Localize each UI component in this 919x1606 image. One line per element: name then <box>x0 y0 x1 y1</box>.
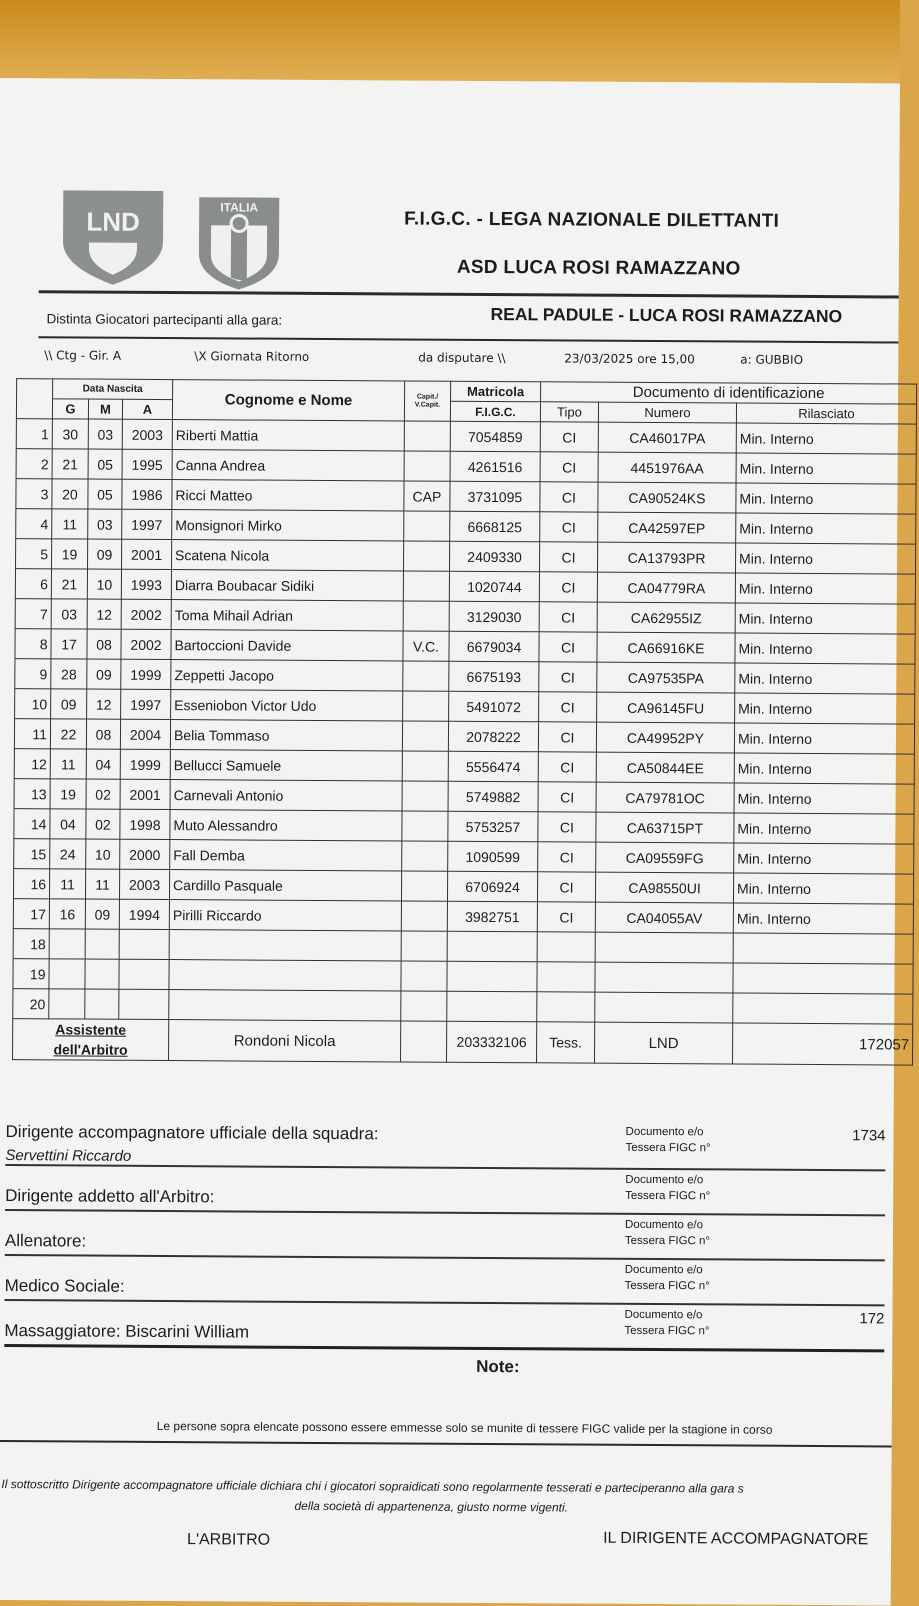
birth-year: 1995 <box>122 449 172 479</box>
captain-mark <box>402 721 448 751</box>
officials-section <box>4 1118 885 1352</box>
document-type: CI <box>539 542 597 572</box>
declaration <box>1 1474 901 1519</box>
assistant-label-line1: Assistente <box>55 1021 127 1038</box>
player-name: Ricci Matteo <box>172 480 404 511</box>
note-label: Note: <box>476 1356 520 1377</box>
document-number: CA97535PA <box>597 662 735 693</box>
birth-year: 1997 <box>121 689 171 719</box>
document-number: CA49952PY <box>596 722 734 753</box>
player-name: Carnevali Antonio <box>170 780 402 811</box>
official-row <box>5 1211 885 1261</box>
birth-day: 20 <box>52 479 88 509</box>
official-label: Dirigente addetto all'Arbitro: <box>5 1186 215 1207</box>
row-number: 19 <box>13 959 49 989</box>
player-name <box>169 930 401 961</box>
official-doc: Documento e/o Tessera FIGC n° <box>625 1173 711 1203</box>
birth-day: 16 <box>49 899 85 929</box>
match-status: da disputare \\ <box>418 350 506 366</box>
club-title: ASD LUCA ROSI RAMAZZANO <box>456 256 741 280</box>
player-name: Zeppetti Jacopo <box>171 660 403 691</box>
document-issuer <box>733 933 913 964</box>
declaration-line1: Il sottoscritto Dirigente accompagnatore ufficiale dichiara chi i giocatori sopraidicati sono regolarmente tesserati e parteciperanno alla gara s <box>1 1477 744 1496</box>
row-number: 2 <box>16 449 52 479</box>
document-number: CA13793PR <box>597 542 735 573</box>
document-issuer <box>733 963 913 994</box>
birth-day: 22 <box>50 719 86 749</box>
player-name: Muto Alessandro <box>170 810 402 841</box>
birth-month: 12 <box>87 599 121 629</box>
player-matricola <box>447 961 537 992</box>
player-matricola: 3982751 <box>447 901 537 932</box>
row-number: 4 <box>16 509 52 539</box>
document-number: 4451976AA <box>598 452 736 483</box>
birth-year: 1999 <box>121 659 171 689</box>
assistant-cap <box>400 1021 446 1062</box>
document-number: CA79781OC <box>596 782 734 813</box>
row-number: 20 <box>13 989 49 1019</box>
birth-year: 2002 <box>121 629 171 659</box>
birth-year: 1994 <box>119 899 169 929</box>
player-name: Fall Demba <box>170 840 402 871</box>
birth-year: 1999 <box>120 749 170 779</box>
player-matricola: 3731095 <box>450 481 540 512</box>
captain-mark <box>403 541 449 571</box>
birth-year <box>119 989 169 1019</box>
header-document: Documento di identificazione <box>541 382 917 404</box>
birth-month: 02 <box>86 779 120 809</box>
players-table <box>12 378 917 1065</box>
document-type: CI <box>540 512 598 542</box>
birth-month: 11 <box>85 869 119 899</box>
assistant-label-line2: dell'Arbitro <box>53 1041 128 1058</box>
header-name: Cognome e Nome <box>172 380 404 421</box>
birth-year <box>119 959 169 989</box>
document-type: CI <box>539 632 597 662</box>
birth-year <box>119 929 169 959</box>
player-matricola: 6679034 <box>449 631 539 662</box>
document-issuer: Min. Interno <box>735 693 915 724</box>
birth-day <box>49 959 85 989</box>
player-matricola: 6668125 <box>450 511 540 542</box>
distinta-label: Distinta Giocatori partecipanti alla gara: <box>46 311 283 328</box>
birth-year: 1997 <box>122 509 172 539</box>
document-type: CI <box>538 782 596 812</box>
captain-mark: V.C. <box>403 631 449 661</box>
birth-month: 10 <box>87 569 121 599</box>
player-matricola: 1020744 <box>449 571 539 602</box>
referee-signature-label: L'ARBITRO <box>187 1531 271 1549</box>
birth-year: 2003 <box>119 869 169 899</box>
player-matricola: 5753257 <box>448 811 538 842</box>
captain-mark <box>402 811 448 841</box>
birth-year: 2000 <box>120 839 170 869</box>
player-name <box>169 990 401 1021</box>
assistant-row <box>13 1019 913 1065</box>
captain-mark <box>401 991 447 1021</box>
document-number: CA63715PT <box>596 812 734 843</box>
birth-month: 03 <box>88 419 122 449</box>
match-datetime: 23/03/2025 ore 15,00 <box>564 351 695 367</box>
player-matricola <box>447 991 537 1022</box>
row-number: 9 <box>15 659 51 689</box>
birth-month: 12 <box>87 689 121 719</box>
row-number: 5 <box>16 539 52 569</box>
document-type: CI <box>539 572 597 602</box>
document-type: CI <box>539 662 597 692</box>
player-name: Cardillo Pasquale <box>169 870 401 901</box>
birth-year: 2002 <box>121 599 171 629</box>
birth-month: 03 <box>88 509 122 539</box>
document-issuer: Min. Interno <box>734 723 914 754</box>
header-day: G <box>52 399 88 419</box>
document-type: CI <box>537 872 595 902</box>
category: \\ Ctg - Gir. A <box>44 348 122 363</box>
official-row <box>4 1301 884 1352</box>
document-type: CI <box>539 692 597 722</box>
director-signature-label: IL DIRIGENTE ACCOMPAGNATORE <box>603 1529 869 1549</box>
official-row <box>5 1256 885 1306</box>
birth-day <box>49 989 85 1019</box>
player-matricola: 2078222 <box>448 721 538 752</box>
birth-month: 04 <box>86 749 120 779</box>
captain-mark <box>401 871 447 901</box>
official-number: 1734 <box>852 1127 886 1145</box>
captain-mark <box>401 961 447 991</box>
row-number: 14 <box>14 809 50 839</box>
birth-day: 11 <box>49 869 85 899</box>
birth-month: 09 <box>85 899 119 929</box>
official-doc: Documento e/o Tessera FIGC n° <box>624 1218 711 1248</box>
document-number: CA46017PA <box>598 422 736 453</box>
assistant-numero: LND <box>594 1022 732 1064</box>
federation-title: F.I.G.C. - LEGA NAZIONALE DILETTANTI <box>404 208 780 232</box>
row-number: 10 <box>15 689 51 719</box>
birth-month: 02 <box>86 809 120 839</box>
birth-day: 19 <box>52 539 88 569</box>
official-name: Servettini Riccardo <box>5 1147 132 1165</box>
player-matricola: 5556474 <box>448 751 538 782</box>
row-number: 17 <box>13 899 49 929</box>
document-issuer: Min. Interno <box>734 783 914 814</box>
captain-mark <box>404 451 450 481</box>
header-year: A <box>122 399 172 419</box>
player-matricola: 2409330 <box>449 541 539 572</box>
birth-month: 08 <box>86 719 120 749</box>
birth-month: 05 <box>88 479 122 509</box>
captain-mark <box>403 691 449 721</box>
birth-month: 09 <box>88 539 122 569</box>
birth-day: 04 <box>50 809 86 839</box>
birth-month: 08 <box>87 629 121 659</box>
document-type: CI <box>540 482 598 512</box>
player-name: Esseniobon Victor Udo <box>171 690 403 721</box>
birth-day: 09 <box>51 689 87 719</box>
row-number: 7 <box>15 599 51 629</box>
document-number <box>595 932 733 963</box>
row-number: 13 <box>14 779 50 809</box>
document-issuer: Min. Interno <box>735 573 915 604</box>
player-matricola: 3129030 <box>449 601 539 632</box>
match-teams: REAL PADULE - LUCA ROSI RAMAZZANO <box>490 304 843 327</box>
document-issuer: Min. Interno <box>735 633 915 664</box>
document-issuer: Min. Interno <box>735 663 915 694</box>
divider <box>0 1440 892 1447</box>
document-issuer: Min. Interno <box>736 483 916 514</box>
divider <box>39 290 899 298</box>
header-month: M <box>88 399 122 419</box>
captain-mark <box>403 661 449 691</box>
header-number <box>16 379 52 419</box>
document-issuer: Min. Interno <box>736 453 916 484</box>
player-matricola: 7054859 <box>450 421 540 452</box>
document-type <box>537 932 595 962</box>
birth-month: 10 <box>86 839 120 869</box>
player-name: Toma Mihail Adrian <box>171 600 403 631</box>
birth-month <box>85 989 119 1019</box>
document-issuer: Min. Interno <box>736 513 916 544</box>
divider <box>38 336 898 343</box>
row-number: 11 <box>14 719 50 749</box>
birth-year: 2001 <box>120 779 170 809</box>
row-number: 6 <box>15 569 51 599</box>
birth-year: 1998 <box>120 809 170 839</box>
document-number: CA98550UI <box>595 872 733 903</box>
birth-month <box>85 929 119 959</box>
header-captain: Capit./ V.Capit. <box>404 381 450 421</box>
document-number: CA50844EE <box>596 752 734 783</box>
birth-year: 2003 <box>122 419 172 449</box>
document-number <box>595 992 733 1023</box>
captain-mark <box>404 421 450 451</box>
captain-mark <box>402 841 448 871</box>
player-matricola: 6675193 <box>449 661 539 692</box>
document-issuer: Min. Interno <box>734 813 914 844</box>
official-doc: Documento e/o Tessera FIGC n° <box>624 1308 710 1338</box>
document-type: CI <box>538 752 596 782</box>
assistant-tipo: Tess. <box>536 1022 594 1063</box>
player-name: Diarra Boubacar Sidiki <box>171 570 403 601</box>
document-type <box>537 992 595 1022</box>
player-matricola: 1090599 <box>448 841 538 872</box>
player-name: Scatena Nicola <box>172 540 404 571</box>
birth-month: 05 <box>88 449 122 479</box>
captain-mark: CAP <box>404 481 450 511</box>
birth-day: 19 <box>50 779 86 809</box>
match-sheet <box>0 78 910 1605</box>
official-label: Massaggiatore: Biscarini William <box>4 1321 250 1342</box>
declaration-line2: della società di appartenenza, giusto norme vigenti. <box>294 1498 569 1515</box>
player-name: Canna Andrea <box>172 450 404 481</box>
assistant-label <box>13 1019 169 1061</box>
birth-year: 1993 <box>121 569 171 599</box>
document-issuer: Min. Interno <box>736 423 916 454</box>
header-birthdate: Data Nascita <box>53 379 173 400</box>
player-name: Monsignori Mirko <box>172 510 404 541</box>
assistant-name: Rondoni Nicola <box>169 1020 401 1062</box>
birth-day: 21 <box>52 449 88 479</box>
document-number: CA62955IZ <box>597 602 735 633</box>
birth-day: 03 <box>51 599 87 629</box>
birth-day: 11 <box>52 509 88 539</box>
document-issuer <box>733 993 913 1024</box>
document-type: CI <box>538 722 596 752</box>
legal-notice: Le persone sopra elencate possono essere emmesse solo se munite di tessere FIGC valide per la stagione in corso <box>156 1418 773 1437</box>
document-number: CA66916KE <box>597 632 735 663</box>
document-type: CI <box>539 602 597 632</box>
player-name <box>169 960 401 991</box>
row-number: 3 <box>16 479 52 509</box>
document-type: CI <box>537 902 595 932</box>
svg-text:ITALIA: ITALIA <box>220 200 259 215</box>
official-label: Allenatore: <box>4 1231 87 1251</box>
row-number: 18 <box>13 929 49 959</box>
header-figc: F.I.G.C. <box>450 401 540 422</box>
document-issuer: Min. Interno <box>733 873 913 904</box>
captain-mark <box>402 781 448 811</box>
official-doc: Documento e/o Tessera FIGC n° <box>625 1125 711 1155</box>
assistant-rilasciato: 172057 <box>732 1023 912 1065</box>
official-doc: Documento e/o Tessera FIGC n° <box>624 1263 710 1293</box>
birth-day: 24 <box>50 839 86 869</box>
document-number: CA04779RA <box>597 572 735 603</box>
player-name: Riberti Mattia <box>172 420 404 451</box>
birth-day <box>49 929 85 959</box>
match-venue: a: GUBBIO <box>740 352 804 367</box>
captain-mark <box>403 571 449 601</box>
birth-day: 21 <box>51 569 87 599</box>
svg-text:LND: LND <box>86 206 140 237</box>
round: \X Giornata Ritorno <box>194 349 310 364</box>
birth-day: 11 <box>50 749 86 779</box>
captain-mark <box>402 751 448 781</box>
document-type: CI <box>538 842 596 872</box>
birth-day: 17 <box>51 629 87 659</box>
official-number: 172 <box>859 1310 885 1328</box>
document-type: CI <box>540 422 598 452</box>
document-number: CA04055AV <box>595 902 733 933</box>
header-rilasciato: Rilasciato <box>736 403 916 424</box>
official-label: Dirigente accompagnatore ufficiale della squadra: <box>5 1122 379 1144</box>
document-type <box>537 962 595 992</box>
birth-month: 09 <box>87 659 121 689</box>
captain-mark <box>404 511 450 541</box>
orange-background <box>0 0 900 90</box>
row-number: 1 <box>16 419 52 449</box>
birth-day: 28 <box>51 659 87 689</box>
document-issuer: Min. Interno <box>734 753 914 784</box>
player-matricola: 6706924 <box>447 871 537 902</box>
document-number <box>595 962 733 993</box>
document-type: CI <box>538 812 596 842</box>
document-type: CI <box>540 452 598 482</box>
player-name: Belia Tommaso <box>170 720 402 751</box>
birth-day: 30 <box>52 419 88 449</box>
assistant-matricola: 203332106 <box>446 1021 536 1063</box>
official-row <box>5 1166 885 1216</box>
header-tipo: Tipo <box>540 402 598 422</box>
captain-mark <box>403 601 449 631</box>
player-name: Bartoccioni Davide <box>171 630 403 661</box>
player-matricola: 5491072 <box>449 691 539 722</box>
document-number: CA90524KS <box>598 482 736 513</box>
birth-month <box>85 959 119 989</box>
row-number: 12 <box>14 749 50 779</box>
lnd-logo <box>59 186 168 287</box>
document-number: CA96145FU <box>597 692 735 723</box>
birth-year: 2004 <box>120 719 170 749</box>
captain-mark <box>401 931 447 961</box>
player-name: Pirilli Riccardo <box>169 900 401 931</box>
row-number: 16 <box>13 869 49 899</box>
header-matricola: Matricola <box>451 381 541 402</box>
row-number: 15 <box>14 839 50 869</box>
official-row <box>5 1118 885 1171</box>
document-issuer: Min. Interno <box>733 903 913 934</box>
player-rows <box>13 419 917 1024</box>
birth-year: 1986 <box>122 479 172 509</box>
birth-year: 2001 <box>122 539 172 569</box>
document-number: CA09559FG <box>596 842 734 873</box>
official-label: Medico Sociale: <box>4 1276 125 1296</box>
player-matricola <box>447 931 537 962</box>
player-name: Bellucci Samuele <box>170 750 402 781</box>
document-issuer: Min. Interno <box>735 543 915 574</box>
row-number: 8 <box>15 629 51 659</box>
player-matricola: 4261516 <box>450 451 540 482</box>
document-issuer: Min. Interno <box>734 843 914 874</box>
document-number: CA42597EP <box>598 512 736 543</box>
italia-logo <box>197 195 282 292</box>
player-matricola: 5749882 <box>448 781 538 812</box>
captain-mark <box>401 901 447 931</box>
header-numero: Numero <box>598 402 736 423</box>
document-issuer: Min. Interno <box>735 603 915 634</box>
